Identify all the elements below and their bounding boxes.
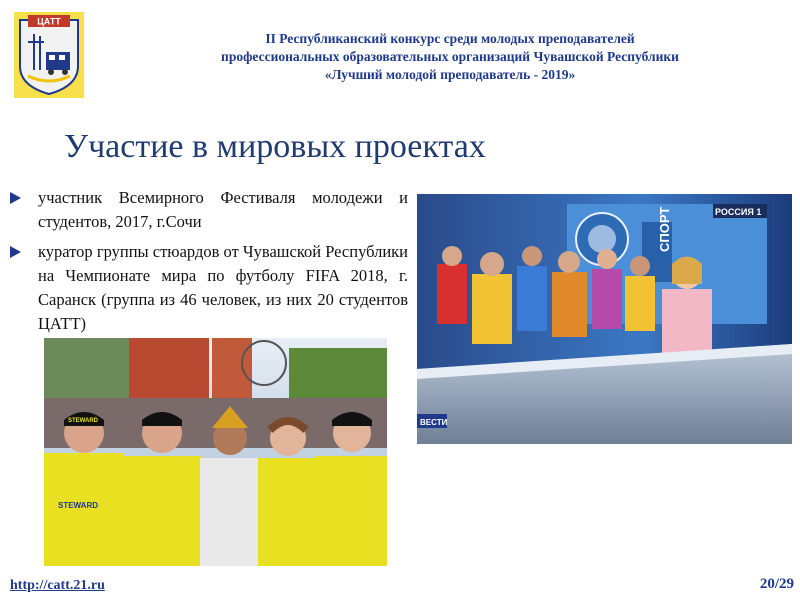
header-line-1: II Республиканский конкурс среди молодых преподавателей (265, 31, 635, 46)
page-number: 20/29 (759, 576, 794, 592)
header-line-2: профессиональных образовательных организаций Чувашской Республики (221, 49, 679, 64)
contest-header (150, 30, 750, 84)
logo-text: ЦАТТ (37, 16, 61, 27)
steward-people (44, 406, 387, 566)
bullet-item (8, 186, 408, 234)
cap-text: STEWARD (68, 418, 98, 424)
website-link[interactable]: http://catt.21.ru (10, 578, 105, 593)
bullet-text: куратор группы стюардов от Чувашской Республики на Чемпионате мира по футболу FIFA 2018, г. Саранск (группа из 46 человек, из них 20 студентов ЦАТТ) (38, 242, 408, 333)
bullet-list (8, 186, 408, 342)
header-line-3: «Лучший молодой преподаватель - 2019» (324, 67, 576, 82)
bullet-arrow-icon (10, 246, 21, 258)
bullet-arrow-icon (10, 192, 21, 204)
vest-text: STEWARD (58, 501, 98, 510)
bullet-text: участник Всемирного Фестиваля молодежи и студентов, 2017, г.Сочи (38, 188, 408, 231)
steward-group-photo (44, 338, 387, 566)
screen-text: СПОРТ (657, 206, 672, 252)
channel-logo: РОССИЯ 1 (715, 207, 762, 217)
bullet-item (8, 240, 408, 336)
catt-logo (14, 12, 84, 98)
slide-title: Участие в мировых проектах (64, 128, 486, 165)
tv-studio-photo (417, 194, 792, 444)
ticker-text: ВЕСТИ (420, 418, 448, 427)
